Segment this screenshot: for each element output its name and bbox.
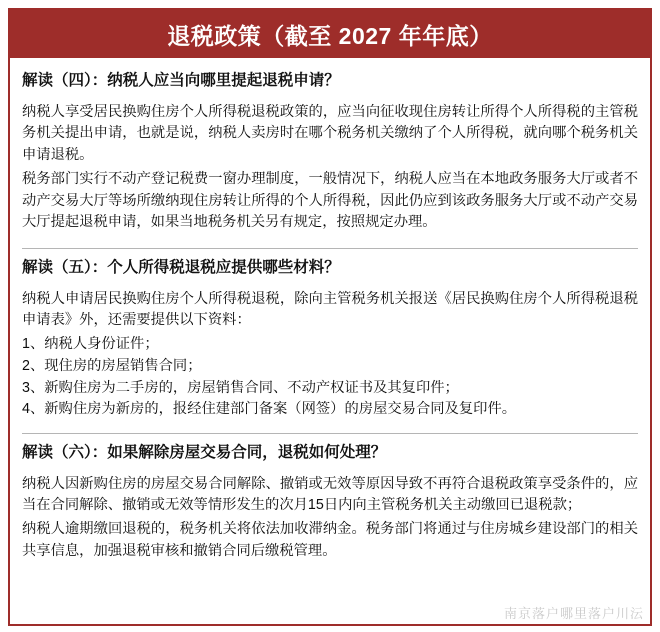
watermark (504, 603, 644, 622)
page-title-text: 退税政策（截至 2027 年年底） (167, 22, 493, 49)
divider (22, 433, 638, 434)
section-five-paragraph-1: 纳税人申请居民换购住房个人所得税退税，除向主管税务机关报送《居民换购住房个人所得税退税申请表》外，还需要提供以下资料： (22, 290, 638, 329)
page-title (10, 10, 650, 58)
section-four (22, 70, 638, 242)
section-six-paragraph-2: 纳税人逾期缴回退税的，税务机关将依法加收滞纳金。税务部门将通过与住房城乡建设部门的相关共享信息，加强退税审核和撤销合同后缴税管理。 (22, 521, 638, 559)
list-item: 1、纳税人身份证件； (22, 336, 159, 353)
section-four-paragraph-2: 税务部门实行不动产登记税费一窗办理制度，一般情况下，纳税人应当在本地政务服务大厅或者不动产交易大厅等场所缴纳现住房转让所得的个人所得税，因此仍应到该政务服务大厅或不动产交易大厅提起退税申请，如果当地税务机关另有规定，按照规定办理。 (22, 170, 638, 231)
section-four-paragraph-1: 纳税人享受居民换购住房个人所得税退税政策的，应当向征收现住房转让所得个人所得税的主管税务机关提出申请，也就是说，纳税人卖房时在哪个税务机关缴纳了个人所得税，就向哪个税务机关申请退税。 (22, 103, 638, 164)
list-item: 3、新购住房为二手房的，房屋销售合同、不动产权证书及其复印件； (22, 379, 459, 396)
section-five-question: 解读（五）：个人所得税退税应提供哪些材料？ (22, 259, 340, 276)
section-five (22, 257, 638, 427)
watermark-text: 南京落户哪里落户川沄 (503, 606, 644, 621)
list-item: 2、现住房的房屋销售合同； (22, 357, 202, 374)
list-item: 4、新购住房为新房的，报经住建部门备案（网签）的房屋交易合同及复印件。 (22, 401, 517, 418)
section-six (22, 442, 638, 571)
document-body (10, 58, 650, 571)
section-six-question: 解读（六）：如果解除房屋交易合同，退税如何处理？ (22, 444, 387, 461)
policy-card (8, 8, 652, 626)
divider (22, 248, 638, 249)
section-six-paragraph-1: 纳税人因新购住房的房屋交易合同解除、撤销或无效等原因导致不再符合退税政策享受条件的，应当在合同解除、撤销或无效等情形发生的次月15日内向主管税务机关主动缴回已退税款； (22, 475, 638, 514)
section-four-question: 解读（四）：纳税人应当向哪里提起退税申请？ (22, 72, 340, 89)
